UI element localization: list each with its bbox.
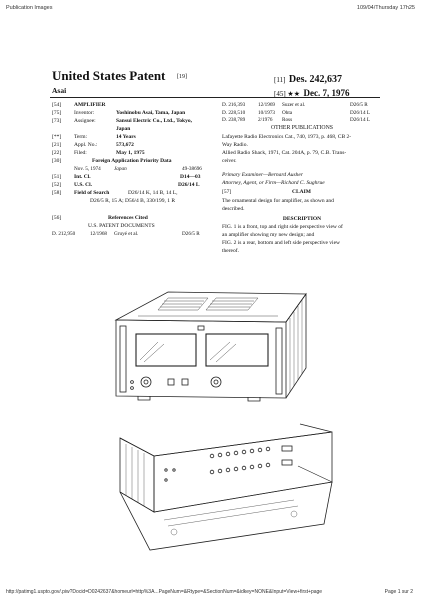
invention-title: AMPLIFIER <box>74 102 106 108</box>
appl-label: Appl. No.: <box>74 142 98 148</box>
uscl-value: D26/14 L <box>178 182 200 188</box>
fig1-right-side <box>286 294 306 398</box>
filed-value: May 1, 1975 <box>116 150 145 156</box>
fig1-logo-badge <box>198 326 204 330</box>
fig2-screw <box>173 469 175 471</box>
fig1-knob-right <box>211 377 221 387</box>
ref-number: D. 228,510 <box>222 110 246 116</box>
attorney: Attorney, Agent, or Firm—Richard C. Sughrue <box>222 180 325 186</box>
patent-number-code: [11] <box>274 76 286 84</box>
patent-title-code: [19] <box>177 74 187 80</box>
fig1-meter-glare <box>140 342 164 362</box>
fig1-indicator <box>131 387 134 390</box>
ref-date: 2/1976 <box>258 117 273 123</box>
ref-row <box>222 102 382 110</box>
fig1-switch <box>182 379 188 385</box>
description-text: thereof. <box>222 248 239 254</box>
field-code: [30] <box>52 158 62 164</box>
browser-header-right: 109/04/Thursday 17h25 <box>356 5 415 11</box>
field-code: [22] <box>52 150 62 156</box>
description-text: FIG. 2 is a rear, bottom and left side perspective view <box>222 240 340 246</box>
field-code: [57] <box>222 189 232 195</box>
ref-class: D26/14 L <box>350 117 371 123</box>
fig2-rear-face <box>154 432 332 512</box>
ref-name: Ross <box>282 117 293 123</box>
publication-line: Allied Radio Shack, 1971, Cat. 204A, p. 79, C.B. Trans- <box>222 150 347 156</box>
right-column <box>222 102 382 256</box>
ref-row <box>222 117 382 125</box>
browser-footer-url: http://patimg1.uspto.gov/.piw?Docid=D0242637&homeurl=http%3A...PageNum=&Rtype=&SectionNum=&idkey=NONE&Input=View+first+page <box>6 589 323 595</box>
inventor-label: Inventor: <box>74 110 95 116</box>
fig2-amplifier-drawing <box>94 420 344 570</box>
appl-value: 573,672 <box>116 142 134 148</box>
left-column <box>52 102 217 239</box>
ref-class: D26/5 R <box>182 231 200 237</box>
fig1-knob-right-inner <box>214 380 218 384</box>
fig2-screw <box>165 479 167 481</box>
ref-number: D. 216,393 <box>222 102 246 108</box>
publication-line: Way Radio. <box>222 142 248 148</box>
fig2-top-edge <box>120 424 332 456</box>
patent-title: United States Patent <box>52 68 166 83</box>
fig1-right-meter <box>206 334 268 366</box>
description-text: an amplifier showing my new design; and <box>222 232 315 238</box>
description-title: DESCRIPTION <box>282 216 322 222</box>
fig2-bottom-details <box>164 500 298 535</box>
ref-class: D26/5 R <box>350 102 368 108</box>
claim-text: The ornamental design for amplifier, as shown and <box>222 198 334 204</box>
references-title: References Cited <box>108 215 148 221</box>
field-code: [**] <box>52 134 62 140</box>
field-code: [56] <box>52 215 62 221</box>
assignee-value: Sansui Electric Co., Ltd., Tokyo, <box>116 118 192 124</box>
field-search-label: Field of Search <box>74 190 110 196</box>
foreign-country: Japan <box>114 166 127 172</box>
intcl-label: Int. Cl. <box>74 174 91 180</box>
fig1-front-face <box>116 320 286 398</box>
description-text: FIG. 1 is a front, top and right side perspective view of <box>222 224 343 230</box>
patent-date: Dec. 7, 1976 <box>303 88 350 98</box>
ref-name: Suzer et al. <box>282 102 306 108</box>
fig2-bottom-edge <box>120 466 332 512</box>
assignee-label: Assignee: <box>74 118 96 124</box>
inventor-surname: Asai <box>52 86 67 95</box>
filed-label: Filed: <box>74 150 87 156</box>
assignee-value-2: Japan <box>116 126 131 132</box>
patent-date-star: ★★ <box>287 90 300 98</box>
fig2-bottom-face <box>120 482 332 550</box>
ref-number: D. 238,789 <box>222 117 246 123</box>
field-code: [21] <box>52 142 62 148</box>
ref-row <box>222 110 382 117</box>
fig1-amplifier-drawing <box>98 286 318 418</box>
field-search-value-2: D26/5 R, 15 A; D56/4 B, 330/199, 1 R <box>90 198 176 204</box>
field-code: [58] <box>52 190 62 196</box>
fig1-knob-left <box>141 377 151 387</box>
fig1-knob-left-inner <box>144 380 148 384</box>
ref-class: D26/14 L <box>350 110 371 116</box>
ref-date: 10/1973 <box>258 110 276 116</box>
uscl-label: U.S. Cl. <box>74 182 93 188</box>
publication-line: Lafayette Radio Electronics Cat., 740, 1973, p. 468, CB 2- <box>222 134 352 140</box>
ref-date: 12/1968 <box>90 231 108 237</box>
claim-text: described. <box>222 206 245 212</box>
field-search-value: D26/14 K, 14 B, 14 L, <box>128 190 178 196</box>
fig1-meter-glare <box>210 342 236 362</box>
fig2-rear-jacks <box>210 446 292 474</box>
fig1-indicator <box>131 381 134 384</box>
term-value: 14 Years <box>116 134 136 140</box>
browser-header <box>0 0 423 14</box>
patent-number-line <box>274 74 342 85</box>
field-code: [73] <box>52 118 62 124</box>
ref-date: 12/1969 <box>258 102 276 108</box>
field-code: [52] <box>52 182 62 188</box>
browser-footer <box>0 585 423 600</box>
ref-number: D. 212,950 <box>52 231 76 237</box>
patent-date-code: [45] <box>274 90 286 98</box>
publication-line: ceiver. <box>222 158 237 164</box>
foreign-number: 49-38696 <box>182 166 202 172</box>
field-code: [75] <box>52 110 62 116</box>
foreign-priority-title: Foreign Application Priority Data <box>92 158 172 164</box>
header-divider <box>50 97 380 98</box>
inventor-value: Yoshinobu Asai, Tama, Japan <box>116 110 186 116</box>
intcl-value: D14—03 <box>180 174 201 180</box>
fig1-right-handle <box>276 328 282 394</box>
fig1-switch <box>168 379 174 385</box>
term-label: Term: <box>74 134 88 140</box>
primary-examiner: Primary Examiner—Bernard Ausher <box>222 172 303 178</box>
foreign-date: Nov. 5, 1974 <box>74 166 101 172</box>
field-code: [51] <box>52 174 62 180</box>
browser-footer-page: Page 1 sur 2 <box>384 589 413 595</box>
field-code: [54] <box>52 102 62 108</box>
claim-title: CLAIM <box>292 189 311 195</box>
fig2-left-side <box>120 438 154 512</box>
patent-number: Des. 242,637 <box>288 74 342 85</box>
ref-name: Gruyé et al. <box>114 231 139 237</box>
us-docs-title: U.S. PATENT DOCUMENTS <box>88 223 155 229</box>
ref-name: Ohta <box>282 110 293 116</box>
other-publications-title: OTHER PUBLICATIONS <box>271 125 333 131</box>
fig1-top-vents <box>138 298 278 316</box>
fig1-left-handle <box>120 326 126 392</box>
browser-header-left: Publication Images <box>6 5 53 11</box>
fig2-screw <box>165 469 167 471</box>
